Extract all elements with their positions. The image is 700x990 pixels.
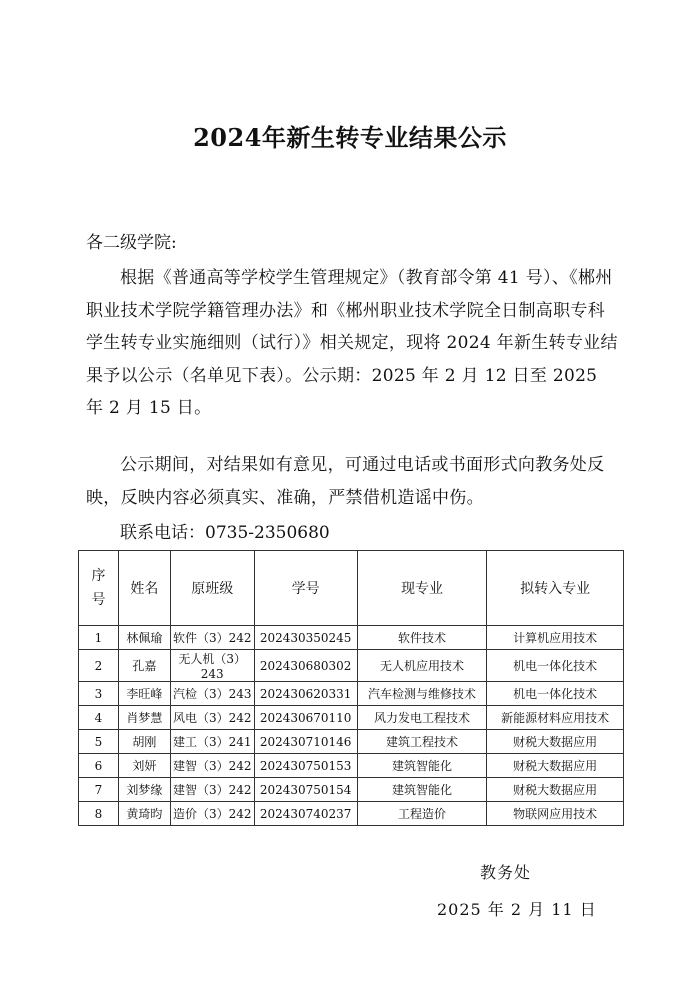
cell-seq: 4 bbox=[79, 706, 119, 730]
signature-date: 2025 年 2 月 11 日 bbox=[437, 900, 597, 919]
cell-student-id: 202430740237 bbox=[254, 802, 357, 826]
cell-name: 刘梦缘 bbox=[118, 778, 170, 802]
cell-student-id: 202430750154 bbox=[254, 778, 357, 802]
cell-current-major: 建筑工程技术 bbox=[357, 730, 487, 754]
table-row bbox=[79, 682, 624, 706]
paragraph-text: 公示期间，对结果如有意见，可通过电话或书面形式向教务处反映，反映内容必须真实、准确，严禁借机造谣中伤。 bbox=[86, 455, 605, 508]
cell-target-major: 机电一体化技术 bbox=[487, 682, 624, 706]
table-row bbox=[79, 754, 624, 778]
cell-seq: 6 bbox=[79, 754, 119, 778]
table-header-row bbox=[79, 551, 624, 626]
cell-target-major: 新能源材料应用技术 bbox=[487, 706, 624, 730]
cell-seq: 2 bbox=[79, 650, 119, 682]
greeting: 各二级学院: bbox=[86, 233, 177, 253]
cell-class: 造价（3）242 bbox=[170, 802, 254, 826]
cell-name: 黄琦昀 bbox=[118, 802, 170, 826]
cell-student-id: 202430620331 bbox=[254, 682, 357, 706]
page-title: 2024年新生转专业结果公示 bbox=[193, 123, 507, 152]
cell-student-id: 202430680302 bbox=[254, 650, 357, 682]
cell-target-major: 财税大数据应用 bbox=[487, 754, 624, 778]
cell-class: 风电（3）242 bbox=[170, 706, 254, 730]
cell-current-major: 风力发电工程技术 bbox=[357, 706, 487, 730]
cell-class: 软件（3）242 bbox=[170, 626, 254, 650]
cell-target-major: 物联网应用技术 bbox=[487, 802, 624, 826]
cell-name: 胡刚 bbox=[118, 730, 170, 754]
cell-seq: 3 bbox=[79, 682, 119, 706]
cell-student-id: 202430670110 bbox=[254, 706, 357, 730]
cell-class: 建智（3）242 bbox=[170, 778, 254, 802]
paragraph-text: 根据《普通高等学校学生管理规定》（教育部令第 41 号）、《郴州职业技术学院学籍管理办法》和《郴州职业技术学院全日制高职专科学生转专业实施细则（试行）》相关规定，现将 2024 年新生转专业结果予以公示（名单见下表）。公示期：2025 年 2 月 12 日至 2025 年 2 月 15 日。 bbox=[86, 268, 618, 418]
cell-name: 孔嘉 bbox=[118, 650, 170, 682]
cell-target-major: 财税大数据应用 bbox=[487, 730, 624, 754]
table-row bbox=[79, 730, 624, 754]
cell-name: 李旺峰 bbox=[118, 682, 170, 706]
cell-class: 汽检（3）243 bbox=[170, 682, 254, 706]
cell-class: 建工（3）241 bbox=[170, 730, 254, 754]
header-student-id: 学号 bbox=[254, 551, 357, 626]
header-seq-line: 号 bbox=[91, 592, 106, 608]
table-row bbox=[79, 626, 624, 650]
paragraph-objection bbox=[86, 449, 620, 514]
cell-current-major: 软件技术 bbox=[357, 626, 487, 650]
table-row bbox=[79, 650, 624, 682]
table-body bbox=[79, 626, 624, 826]
cell-current-major: 无人机应用技术 bbox=[357, 650, 487, 682]
cell-seq: 8 bbox=[79, 802, 119, 826]
cell-current-major: 汽车检测与维修技术 bbox=[357, 682, 487, 706]
header-current-major: 现专业 bbox=[357, 551, 487, 626]
paragraph-regulation bbox=[86, 262, 620, 425]
table-row bbox=[79, 778, 624, 802]
cell-current-major: 建筑智能化 bbox=[357, 778, 487, 802]
cell-seq: 5 bbox=[79, 730, 119, 754]
cell-name: 林佩瑜 bbox=[118, 626, 170, 650]
signature-office: 教务处 bbox=[480, 863, 532, 882]
header-name: 姓名 bbox=[118, 551, 170, 626]
cell-class: 无人机（3）243 bbox=[170, 650, 254, 682]
cell-current-major: 工程造价 bbox=[357, 802, 487, 826]
contact-phone: 联系电话：0735-2350680 bbox=[120, 523, 330, 543]
cell-seq: 7 bbox=[79, 778, 119, 802]
cell-name: 刘妍 bbox=[118, 754, 170, 778]
header-class: 原班级 bbox=[170, 551, 254, 626]
cell-student-id: 202430710146 bbox=[254, 730, 357, 754]
cell-student-id: 202430350245 bbox=[254, 626, 357, 650]
cell-current-major: 建筑智能化 bbox=[357, 754, 487, 778]
cell-seq: 1 bbox=[79, 626, 119, 650]
table-row bbox=[79, 706, 624, 730]
header-seq bbox=[79, 551, 119, 626]
cell-target-major: 计算机应用技术 bbox=[487, 626, 624, 650]
table-row bbox=[79, 802, 624, 826]
transfer-results-table bbox=[78, 550, 624, 826]
cell-student-id: 202430750153 bbox=[254, 754, 357, 778]
header-target-major: 拟转入专业 bbox=[487, 551, 624, 626]
cell-target-major: 机电一体化技术 bbox=[487, 650, 624, 682]
header-seq-line: 序 bbox=[91, 568, 106, 584]
cell-target-major: 财税大数据应用 bbox=[487, 778, 624, 802]
cell-class: 建智（3）242 bbox=[170, 754, 254, 778]
cell-name: 肖梦慧 bbox=[118, 706, 170, 730]
